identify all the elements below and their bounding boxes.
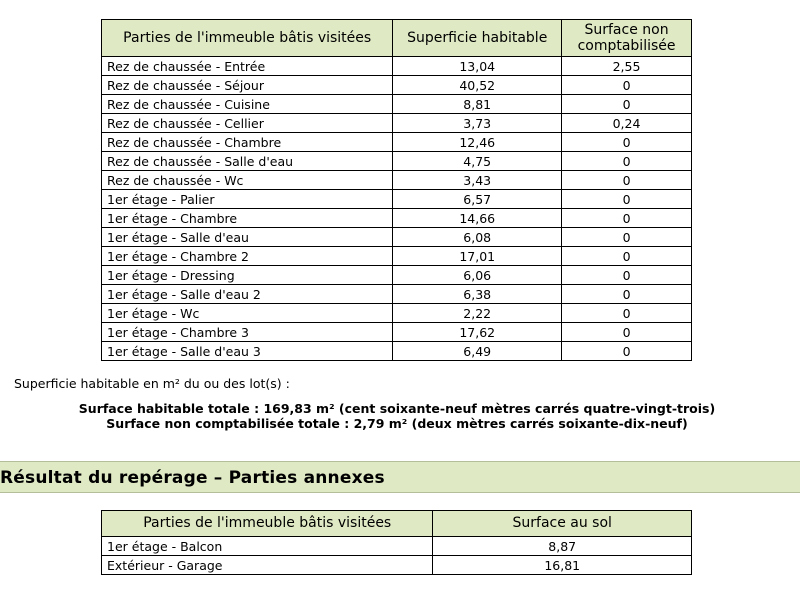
surface-value-cell: 0 (562, 133, 692, 152)
surface-value-cell: 8,81 (393, 95, 562, 114)
room-name-cell: 1er étage - Balcon (102, 537, 433, 556)
surface-value-cell: 0 (562, 266, 692, 285)
column-header-superficie: Superficie habitable (393, 20, 562, 57)
surface-value-cell: 12,46 (393, 133, 562, 152)
surface-value-cell: 0 (562, 95, 692, 114)
surface-value-cell: 14,66 (393, 209, 562, 228)
summary-label: Superficie habitable en m² du ou des lot(s) : (14, 376, 290, 391)
table-row (102, 209, 692, 228)
surface-value-cell: 2,22 (393, 304, 562, 323)
surface-value-cell: 0 (562, 323, 692, 342)
room-name-cell: 1er étage - Salle d'eau 2 (102, 285, 393, 304)
table-row (102, 95, 692, 114)
surface-value-cell: 0 (562, 190, 692, 209)
surface-value-cell: 6,57 (393, 190, 562, 209)
room-name-cell: 1er étage - Palier (102, 190, 393, 209)
table-row (102, 304, 692, 323)
surface-value-cell: 0 (562, 171, 692, 190)
room-name-cell: Extérieur - Garage (102, 556, 433, 575)
surface-value-cell: 0 (562, 285, 692, 304)
column-header-non-comptabilisee: Surface non comptabilisée (562, 20, 692, 57)
room-name-cell: Rez de chaussée - Cellier (102, 114, 393, 133)
surface-value-cell: 6,08 (393, 228, 562, 247)
table-row (102, 323, 692, 342)
surface-value-cell: 6,38 (393, 285, 562, 304)
surface-value-cell: 0 (562, 247, 692, 266)
surface-value-cell: 8,87 (433, 537, 692, 556)
annex-section-header (0, 461, 800, 493)
room-name-cell: Rez de chaussée - Wc (102, 171, 393, 190)
surface-value-cell: 17,01 (393, 247, 562, 266)
surface-value-cell: 0 (562, 76, 692, 95)
room-name-cell: 1er étage - Wc (102, 304, 393, 323)
surface-value-cell: 16,81 (433, 556, 692, 575)
table-row (102, 57, 692, 76)
room-name-cell: Rez de chaussée - Séjour (102, 76, 393, 95)
table-header-row (102, 20, 692, 57)
table-row (102, 266, 692, 285)
room-name-cell: 1er étage - Dressing (102, 266, 393, 285)
surface-value-cell: 0 (562, 304, 692, 323)
surface-value-cell: 0 (562, 342, 692, 361)
annex-column-header-surface-sol: Surface au sol (433, 511, 692, 537)
room-name-cell: 1er étage - Chambre 2 (102, 247, 393, 266)
annex-table-body (102, 537, 692, 575)
surface-value-cell: 0,24 (562, 114, 692, 133)
table-row (102, 133, 692, 152)
table-row (102, 190, 692, 209)
surface-value-cell: 6,06 (393, 266, 562, 285)
surface-value-cell: 3,43 (393, 171, 562, 190)
annex-table-row (102, 556, 692, 575)
annex-table (101, 510, 692, 575)
surface-value-cell: 6,49 (393, 342, 562, 361)
table-row (102, 285, 692, 304)
table-row (102, 247, 692, 266)
surface-value-cell: 0 (562, 209, 692, 228)
annex-column-header-parties: Parties de l'immeuble bâtis visitées (102, 511, 433, 537)
table-row (102, 76, 692, 95)
surface-value-cell: 17,62 (393, 323, 562, 342)
annex-header-row (102, 511, 692, 537)
column-header-parties: Parties de l'immeuble bâtis visitées (102, 20, 393, 57)
room-name-cell: 1er étage - Chambre (102, 209, 393, 228)
surface-value-cell: 40,52 (393, 76, 562, 95)
room-name-cell: Rez de chaussée - Chambre (102, 133, 393, 152)
room-name-cell: Rez de chaussée - Cuisine (102, 95, 393, 114)
surfaces-table-body (102, 57, 692, 361)
table-row (102, 171, 692, 190)
surface-value-cell: 13,04 (393, 57, 562, 76)
room-name-cell: 1er étage - Salle d'eau (102, 228, 393, 247)
annex-section-title: Résultat du repérage – Parties annexes (0, 468, 385, 488)
room-name-cell: 1er étage - Salle d'eau 3 (102, 342, 393, 361)
room-name-cell: 1er étage - Chambre 3 (102, 323, 393, 342)
table-row (102, 228, 692, 247)
table-row (102, 152, 692, 171)
surfaces-table (101, 19, 692, 361)
surface-value-cell: 2,55 (562, 57, 692, 76)
total-habitable: Surface habitable totale : 169,83 m² (cent soixante-neuf mètres carrés quatre-vingt-trois) (78, 401, 716, 416)
annex-table-row (102, 537, 692, 556)
total-non-comptabilisee: Surface non comptabilisée totale : 2,79 m² (deux mètres carrés soixante-dix-neuf) (106, 416, 688, 431)
table-row (102, 114, 692, 133)
surface-value-cell: 4,75 (393, 152, 562, 171)
surface-value-cell: 0 (562, 152, 692, 171)
surface-value-cell: 0 (562, 228, 692, 247)
room-name-cell: Rez de chaussée - Entrée (102, 57, 393, 76)
surface-value-cell: 3,73 (393, 114, 562, 133)
room-name-cell: Rez de chaussée - Salle d'eau (102, 152, 393, 171)
table-row (102, 342, 692, 361)
